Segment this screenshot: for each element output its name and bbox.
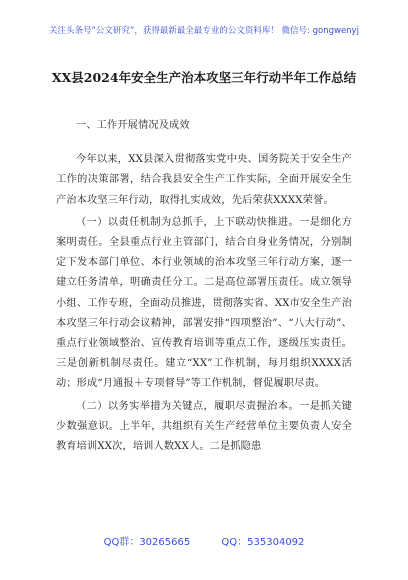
document-body	[56, 116, 352, 457]
document-title: XX县2024年安全生产治本攻坚三年行动半年工作总结	[51, 70, 357, 85]
footer-contacts	[0, 533, 408, 548]
qq-contact-link[interactable]: QQ：535304092	[221, 537, 305, 548]
section-heading: 一、工作开展情况及成效	[76, 120, 190, 131]
header-banner[interactable]: 关注头条号“公文研究”，获得最新最全最专业的公文资料库！ 微信号: gongwenyj	[49, 26, 359, 36]
qq-group-link[interactable]: QQ群：30265665	[103, 537, 191, 548]
paragraph-2: （一）以责任机制为总抓手，上下联动快推进。一是细化方案明责任。全县重点行业主管部门，结合自身业务情况，分别制定下发本部门单位、本行业领域的治本攻坚三年行动方案，逐一建立任务清单，明确责任分工。二是高位部署压责任。成立领导小组、工作专班，全面动员推进，贯彻落实省、XX市安全生产治本攻坚三年行动会议精神，部署安排“四项整治”、“八大行动”、重点行业领域整治、宣传教育培训等重点工作，逐级压实责任。三是创新机制尽责任。建立“XX”工作机制，每月组织XXXX活动；形成“月通报＋专项督导”等工作机制，督促履职尽责。	[56, 216, 352, 390]
paragraph-3: （二）以务实举措为关键点，履职尽责握治本。一是抓关键少数强意识。上半年，共组织有关生产经营单位主要负责人安全教育培训XX次，培训人数XX人。二是抓隐患	[56, 400, 352, 453]
paragraph-1: 今年以来，XX县深入贯彻落实党中央、国务院关于安全生产工作的决策部署，结合我县安全生产工作实际，全面开展安全生产治本攻坚三年行动，取得扎实成效，先后荣获XXXX荣誉。	[56, 154, 352, 206]
